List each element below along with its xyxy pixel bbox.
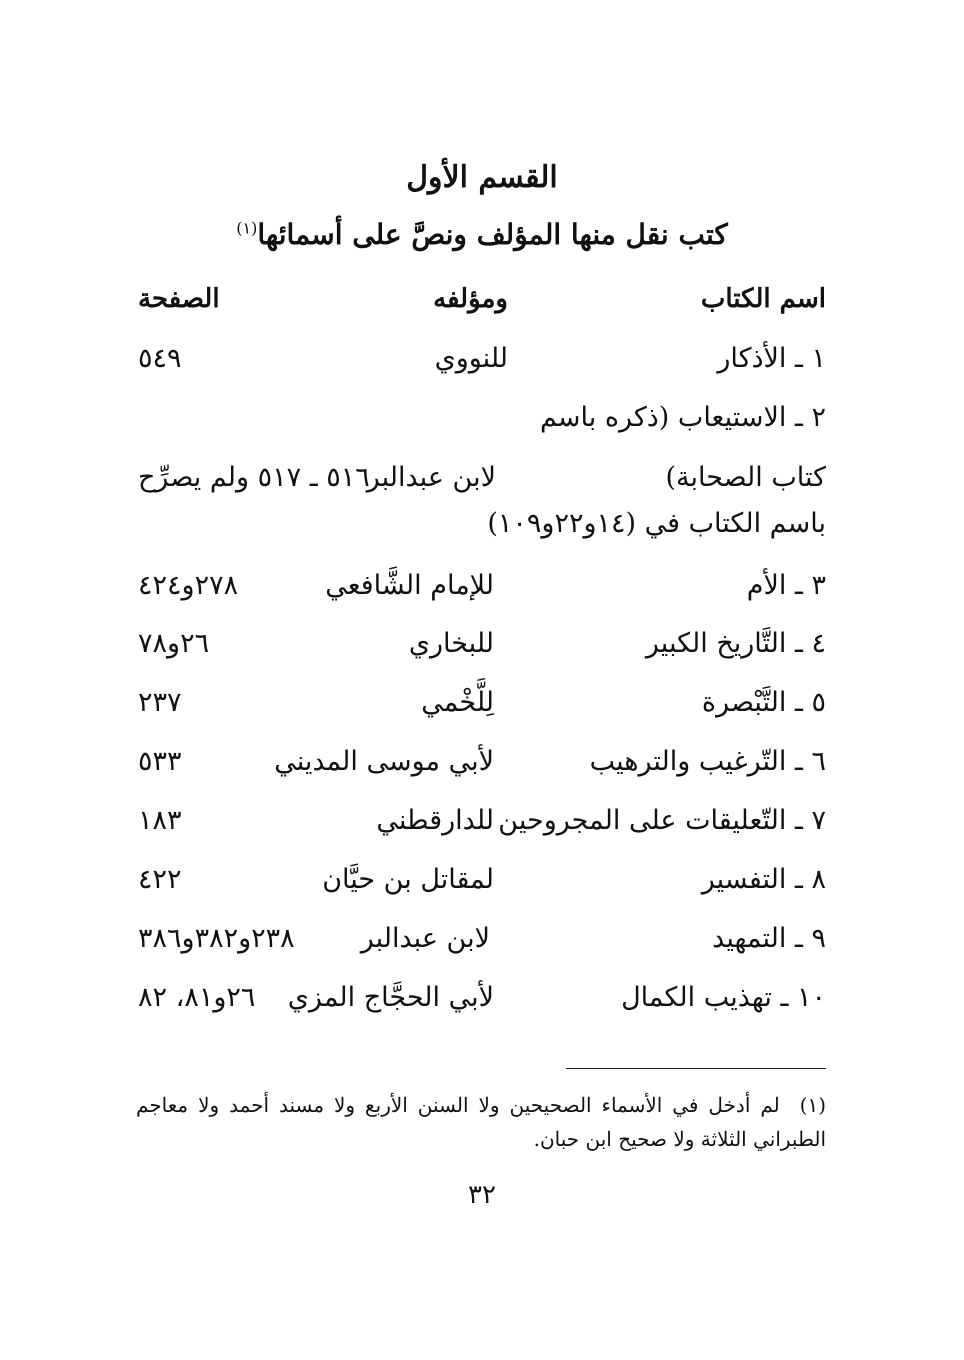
row-10-author: لأبي الحجَّاج المزي — [287, 982, 494, 1013]
row-4-title: ٤ ـ التَّاريخ الكبير — [645, 628, 826, 659]
row-3-author: للإمام الشَّافعي — [325, 570, 494, 601]
row-10-title: ١٠ ـ تهذيب الكمال — [621, 982, 826, 1013]
section-subtitle — [0, 218, 964, 251]
row-9-author: لابن عبدالبر — [360, 923, 490, 954]
footnote-separator — [566, 1068, 826, 1069]
row-9-page: ٢٣٨و٣٨٢و٣٨٦ — [138, 923, 295, 954]
row-8-page: ٤٢٢ — [138, 864, 182, 895]
row-1-author: للنووي — [434, 343, 508, 374]
row-6-page: ٥٣٣ — [138, 746, 182, 777]
row-7-page: ١٨٣ — [138, 805, 182, 836]
footnote — [136, 1088, 826, 1156]
row-6-author: لأبي موسى المديني — [274, 746, 494, 777]
header-page: الصفحة — [138, 284, 220, 314]
row-2-title-line-2: كتاب الصحابة) — [665, 462, 826, 493]
row-2-page: ٥١٦ ـ ٥١٧ ولم يصرِّح — [138, 462, 370, 493]
footnote-text: لم أدخل في الأسماء الصحيحين ولا السنن الأربع ولا مسند أحمد ولا معاجم الطبراني الثلاثة ولا صحيح ابن حبان. — [136, 1093, 826, 1151]
row-8-title: ٨ ـ التفسير — [701, 864, 826, 895]
row-3-title: ٣ ـ الأم — [746, 570, 826, 601]
row-10-page: ٢٦و٨١، ٨٢ — [138, 982, 256, 1013]
section-title: القسم الأول — [406, 160, 558, 195]
row-9-title: ٩ ـ التمهيد — [712, 923, 826, 954]
section-subtitle-text: كتب نقل منها المؤلف ونصَّ على أسمائها — [257, 218, 728, 251]
row-5-author: لِلَّخْمي — [421, 687, 494, 718]
row-4-author: للبخاري — [408, 628, 494, 659]
row-5-title: ٥ ـ التَّبْصرة — [701, 687, 826, 718]
row-3-page: ٢٧٨و٤٢٤ — [138, 570, 239, 601]
page-number: ٣٢ — [468, 1180, 496, 1210]
row-1-page: ٥٤٩ — [138, 343, 182, 374]
row-4-page: ٢٦و٧٨ — [138, 628, 210, 659]
row-1-title: ١ ـ الأذكار — [717, 343, 826, 374]
header-author: ومؤلفه — [433, 284, 508, 314]
footnote-marker: (١) — [799, 1093, 827, 1117]
row-7-title: ٧ ـ التّعليقات على المجروحين — [498, 805, 826, 836]
row-7-author: للدارقطني — [376, 805, 494, 836]
row-6-title: ٦ ـ التّرغيب والترهيب — [589, 746, 826, 777]
row-5-page: ٢٣٧ — [138, 687, 182, 718]
row-8-author: لمقاتل بن حيَّان — [322, 864, 494, 895]
row-2-title-line-1: ٢ ـ الاستيعاب (ذكره باسم — [539, 402, 826, 433]
header-book-title: اسم الكتاب — [700, 284, 826, 314]
row-2-author: لابن عبدالبر — [366, 462, 496, 493]
footnote-reference: (١) — [236, 218, 258, 238]
row-2-note: باسم الكتاب في (١٤و٢٢و١٠٩) — [487, 508, 826, 539]
